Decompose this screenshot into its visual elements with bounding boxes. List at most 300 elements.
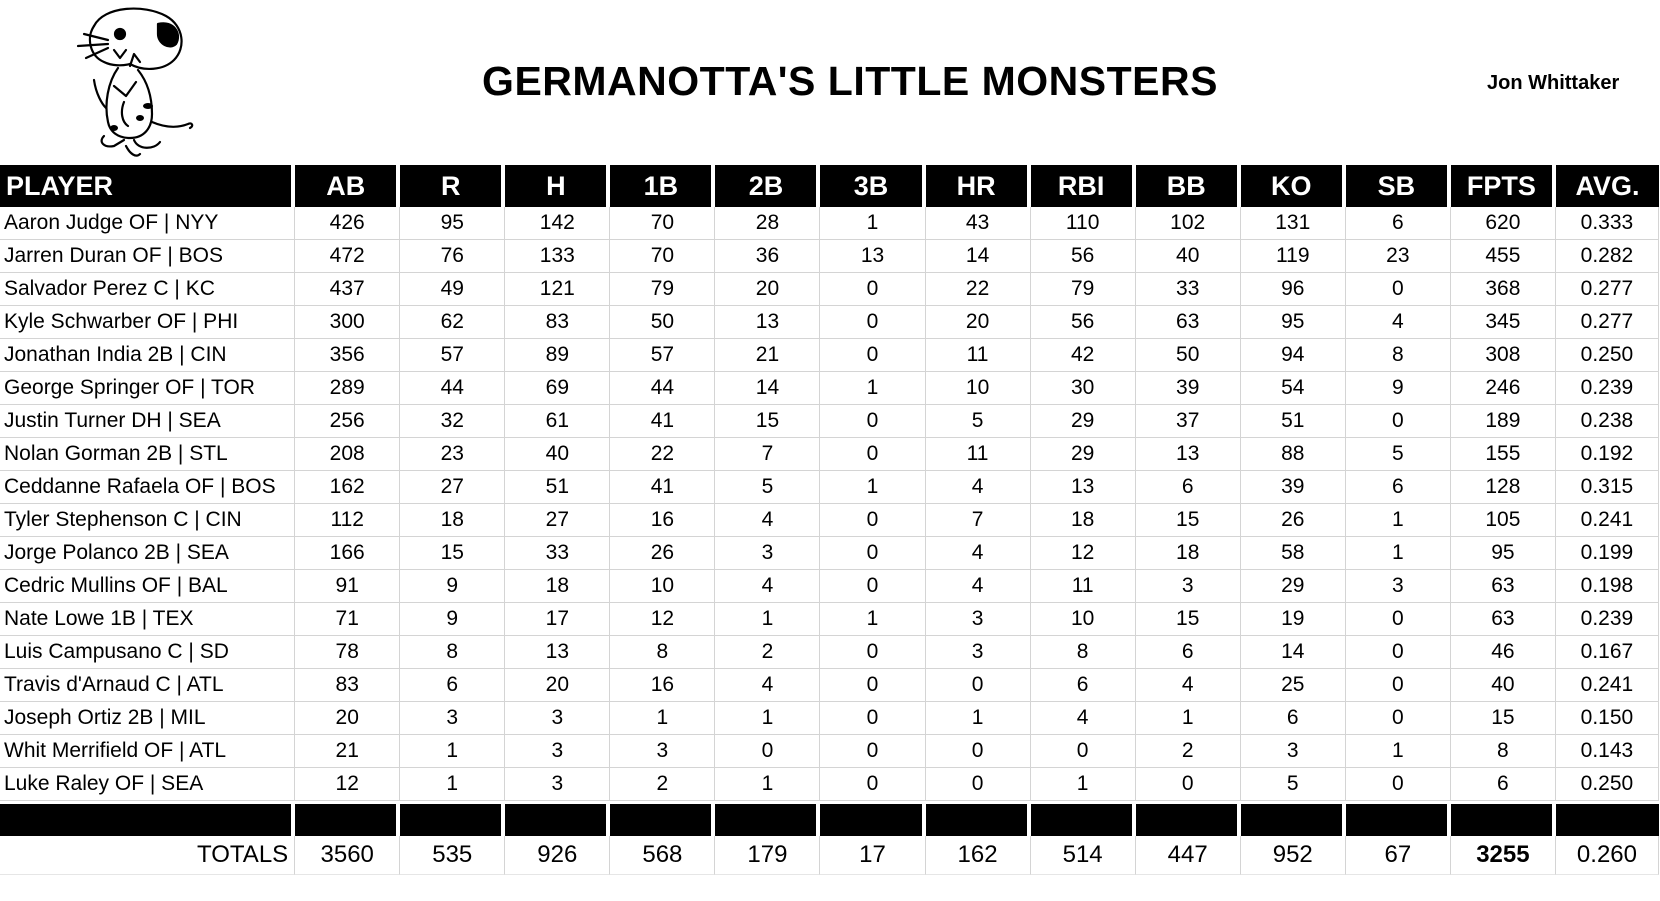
stat-cell: 1 bbox=[400, 768, 505, 801]
stat-cell: 11 bbox=[1031, 570, 1136, 603]
table-row bbox=[0, 636, 1659, 669]
stat-cell: 8 bbox=[400, 636, 505, 669]
stat-cell: 15 bbox=[715, 405, 820, 438]
total-cell: 162 bbox=[926, 836, 1031, 875]
totals-label: TOTALS bbox=[0, 836, 295, 875]
stat-cell: 4 bbox=[926, 570, 1031, 603]
total-cell: 514 bbox=[1031, 836, 1136, 875]
stat-cell: 1 bbox=[400, 735, 505, 768]
stat-cell: 7 bbox=[715, 438, 820, 471]
stat-cell: 6 bbox=[1241, 702, 1346, 735]
column-header: BB bbox=[1136, 165, 1241, 207]
stat-cell: 472 bbox=[295, 240, 400, 273]
stat-cell: 16 bbox=[610, 669, 715, 702]
stat-cell: 8 bbox=[1451, 735, 1556, 768]
separator-bar bbox=[0, 801, 1659, 836]
stat-cell: 50 bbox=[610, 306, 715, 339]
stat-cell: 0.277 bbox=[1556, 273, 1659, 306]
total-cell: 926 bbox=[505, 836, 610, 875]
stat-cell: 4 bbox=[715, 669, 820, 702]
total-cell: 952 bbox=[1241, 836, 1346, 875]
stat-cell: 18 bbox=[1031, 504, 1136, 537]
stat-cell: 27 bbox=[505, 504, 610, 537]
stat-cell: 4 bbox=[1346, 306, 1451, 339]
stat-cell: 29 bbox=[1031, 438, 1136, 471]
stat-cell: 0 bbox=[1346, 273, 1451, 306]
stat-cell: 3 bbox=[926, 603, 1031, 636]
stat-cell: 71 bbox=[295, 603, 400, 636]
stat-cell: 0 bbox=[1346, 405, 1451, 438]
stat-cell: 0 bbox=[926, 768, 1031, 801]
stat-cell: 0 bbox=[820, 339, 925, 372]
stat-cell: 8 bbox=[1031, 636, 1136, 669]
stat-cell: 3 bbox=[1346, 570, 1451, 603]
player-name: Jorge Polanco 2B | SEA bbox=[0, 537, 295, 570]
column-header: RBI bbox=[1031, 165, 1136, 207]
stat-cell: 0.199 bbox=[1556, 537, 1659, 570]
separator-cell bbox=[295, 801, 400, 836]
stat-cell: 44 bbox=[400, 372, 505, 405]
table-row bbox=[0, 438, 1659, 471]
stat-cell: 3 bbox=[505, 702, 610, 735]
stat-cell: 10 bbox=[1031, 603, 1136, 636]
stat-cell: 6 bbox=[1346, 471, 1451, 504]
stat-cell: 1 bbox=[715, 768, 820, 801]
column-header: KO bbox=[1241, 165, 1346, 207]
stat-cell: 26 bbox=[610, 537, 715, 570]
stat-cell: 1 bbox=[1031, 768, 1136, 801]
stat-cell: 40 bbox=[1136, 240, 1241, 273]
column-header: FPTS bbox=[1451, 165, 1556, 207]
table-row bbox=[0, 405, 1659, 438]
total-cell: 447 bbox=[1136, 836, 1241, 875]
stat-cell: 94 bbox=[1241, 339, 1346, 372]
stat-cell: 0.282 bbox=[1556, 240, 1659, 273]
stat-cell: 0.239 bbox=[1556, 603, 1659, 636]
column-header: PLAYER bbox=[0, 165, 295, 207]
stat-cell: 437 bbox=[295, 273, 400, 306]
stat-cell: 4 bbox=[1031, 702, 1136, 735]
stat-cell: 46 bbox=[1451, 636, 1556, 669]
stat-cell: 0 bbox=[820, 306, 925, 339]
stat-cell: 15 bbox=[1136, 603, 1241, 636]
player-name: Justin Turner DH | SEA bbox=[0, 405, 295, 438]
stat-cell: 0 bbox=[820, 636, 925, 669]
stat-cell: 3 bbox=[926, 636, 1031, 669]
column-header: AVG. bbox=[1556, 165, 1659, 207]
stat-cell: 22 bbox=[926, 273, 1031, 306]
stat-cell: 30 bbox=[1031, 372, 1136, 405]
stat-cell: 61 bbox=[505, 405, 610, 438]
stat-cell: 23 bbox=[400, 438, 505, 471]
stat-cell: 6 bbox=[1136, 636, 1241, 669]
stat-cell: 4 bbox=[715, 504, 820, 537]
table-row bbox=[0, 537, 1659, 570]
stat-cell: 0 bbox=[820, 669, 925, 702]
stat-cell: 0 bbox=[1346, 702, 1451, 735]
stat-cell: 78 bbox=[295, 636, 400, 669]
stat-cell: 0.250 bbox=[1556, 768, 1659, 801]
stat-cell: 39 bbox=[1136, 372, 1241, 405]
stat-cell: 3 bbox=[1241, 735, 1346, 768]
total-cell: 67 bbox=[1346, 836, 1451, 875]
stat-cell: 41 bbox=[610, 405, 715, 438]
stat-cell: 14 bbox=[715, 372, 820, 405]
stat-cell: 0.143 bbox=[1556, 735, 1659, 768]
total-cell: 3560 bbox=[295, 836, 400, 875]
stat-cell: 27 bbox=[400, 471, 505, 504]
separator-cell bbox=[1136, 801, 1241, 836]
stat-cell: 166 bbox=[295, 537, 400, 570]
total-cell: 17 bbox=[820, 836, 925, 875]
stat-cell: 70 bbox=[610, 207, 715, 240]
stat-cell: 25 bbox=[1241, 669, 1346, 702]
stat-cell: 0.333 bbox=[1556, 207, 1659, 240]
stat-cell: 0.315 bbox=[1556, 471, 1659, 504]
table-row bbox=[0, 273, 1659, 306]
stat-cell: 23 bbox=[1346, 240, 1451, 273]
table-row bbox=[0, 471, 1659, 504]
stat-cell: 18 bbox=[1136, 537, 1241, 570]
player-name: Luis Campusano C | SD bbox=[0, 636, 295, 669]
stat-cell: 102 bbox=[1136, 207, 1241, 240]
player-name: Whit Merrifield OF | ATL bbox=[0, 735, 295, 768]
stat-cell: 0.277 bbox=[1556, 306, 1659, 339]
stat-cell: 3 bbox=[1136, 570, 1241, 603]
stat-cell: 22 bbox=[610, 438, 715, 471]
separator-cell bbox=[505, 801, 610, 836]
table-row bbox=[0, 372, 1659, 405]
stat-cell: 131 bbox=[1241, 207, 1346, 240]
stat-cell: 6 bbox=[1346, 207, 1451, 240]
player-name: Luke Raley OF | SEA bbox=[0, 768, 295, 801]
stat-cell: 51 bbox=[505, 471, 610, 504]
stat-cell: 620 bbox=[1451, 207, 1556, 240]
stat-cell: 83 bbox=[295, 669, 400, 702]
column-header: SB bbox=[1346, 165, 1451, 207]
stat-cell: 142 bbox=[505, 207, 610, 240]
stat-cell: 89 bbox=[505, 339, 610, 372]
stat-cell: 95 bbox=[1241, 306, 1346, 339]
stat-cell: 41 bbox=[610, 471, 715, 504]
player-name: Ceddanne Rafaela OF | BOS bbox=[0, 471, 295, 504]
stat-cell: 13 bbox=[1031, 471, 1136, 504]
stat-cell: 0 bbox=[1031, 735, 1136, 768]
player-name: Joseph Ortiz 2B | MIL bbox=[0, 702, 295, 735]
stat-cell: 11 bbox=[926, 339, 1031, 372]
player-name: Tyler Stephenson C | CIN bbox=[0, 504, 295, 537]
stat-cell: 33 bbox=[1136, 273, 1241, 306]
table-row bbox=[0, 603, 1659, 636]
stat-cell: 43 bbox=[926, 207, 1031, 240]
stat-cell: 0 bbox=[820, 570, 925, 603]
stat-cell: 16 bbox=[610, 504, 715, 537]
stat-cell: 128 bbox=[1451, 471, 1556, 504]
stat-cell: 0 bbox=[820, 702, 925, 735]
stat-cell: 18 bbox=[505, 570, 610, 603]
stat-cell: 110 bbox=[1031, 207, 1136, 240]
stat-cell: 54 bbox=[1241, 372, 1346, 405]
stat-cell: 0 bbox=[1136, 768, 1241, 801]
stat-cell: 3 bbox=[505, 735, 610, 768]
table-row bbox=[0, 240, 1659, 273]
stat-cell: 155 bbox=[1451, 438, 1556, 471]
table-row bbox=[0, 306, 1659, 339]
stat-cell: 19 bbox=[1241, 603, 1346, 636]
stat-cell: 1 bbox=[1346, 504, 1451, 537]
stat-cell: 49 bbox=[400, 273, 505, 306]
total-cell: 3255 bbox=[1451, 836, 1556, 875]
stat-cell: 95 bbox=[1451, 537, 1556, 570]
stat-cell: 208 bbox=[295, 438, 400, 471]
stat-cell: 3 bbox=[715, 537, 820, 570]
stat-cell: 20 bbox=[715, 273, 820, 306]
column-header: R bbox=[400, 165, 505, 207]
stat-cell: 1 bbox=[1346, 735, 1451, 768]
stat-cell: 40 bbox=[505, 438, 610, 471]
stat-cell: 63 bbox=[1136, 306, 1241, 339]
stat-cell: 1 bbox=[820, 207, 925, 240]
stat-cell: 133 bbox=[505, 240, 610, 273]
stat-cell: 162 bbox=[295, 471, 400, 504]
separator-cell bbox=[926, 801, 1031, 836]
stat-cell: 21 bbox=[295, 735, 400, 768]
stat-cell: 0.150 bbox=[1556, 702, 1659, 735]
stat-cell: 12 bbox=[295, 768, 400, 801]
stat-cell: 368 bbox=[1451, 273, 1556, 306]
table-row bbox=[0, 735, 1659, 768]
stat-cell: 70 bbox=[610, 240, 715, 273]
stat-cell: 10 bbox=[610, 570, 715, 603]
column-header: AB bbox=[295, 165, 400, 207]
stat-cell: 40 bbox=[1451, 669, 1556, 702]
stat-cell: 0 bbox=[715, 735, 820, 768]
column-header: 3B bbox=[820, 165, 925, 207]
stat-cell: 18 bbox=[400, 504, 505, 537]
stat-cell: 17 bbox=[505, 603, 610, 636]
stat-cell: 13 bbox=[505, 636, 610, 669]
separator-cell bbox=[0, 801, 295, 836]
player-name: Nate Lowe 1B | TEX bbox=[0, 603, 295, 636]
stat-cell: 0 bbox=[820, 735, 925, 768]
stat-cell: 4 bbox=[715, 570, 820, 603]
stat-cell: 5 bbox=[926, 405, 1031, 438]
stat-cell: 1 bbox=[715, 702, 820, 735]
stat-cell: 2 bbox=[610, 768, 715, 801]
stat-cell: 11 bbox=[926, 438, 1031, 471]
stat-cell: 0 bbox=[1346, 669, 1451, 702]
total-cell: 179 bbox=[715, 836, 820, 875]
stat-cell: 426 bbox=[295, 207, 400, 240]
stat-cell: 14 bbox=[1241, 636, 1346, 669]
column-header: H bbox=[505, 165, 610, 207]
stat-cell: 9 bbox=[400, 570, 505, 603]
table-row bbox=[0, 207, 1659, 240]
stat-cell: 91 bbox=[295, 570, 400, 603]
stat-cell: 1 bbox=[610, 702, 715, 735]
player-name: Salvador Perez C | KC bbox=[0, 273, 295, 306]
stat-cell: 0.238 bbox=[1556, 405, 1659, 438]
stat-cell: 6 bbox=[400, 669, 505, 702]
stat-cell: 0.167 bbox=[1556, 636, 1659, 669]
stat-cell: 189 bbox=[1451, 405, 1556, 438]
player-name: Travis d'Arnaud C | ATL bbox=[0, 669, 295, 702]
player-name: Jonathan India 2B | CIN bbox=[0, 339, 295, 372]
player-name: Nolan Gorman 2B | STL bbox=[0, 438, 295, 471]
stat-cell: 13 bbox=[820, 240, 925, 273]
stat-cell: 6 bbox=[1136, 471, 1241, 504]
stat-cell: 39 bbox=[1241, 471, 1346, 504]
stat-cell: 2 bbox=[715, 636, 820, 669]
stat-cell: 76 bbox=[400, 240, 505, 273]
stat-cell: 10 bbox=[926, 372, 1031, 405]
separator-cell bbox=[1031, 801, 1136, 836]
stat-cell: 20 bbox=[505, 669, 610, 702]
column-header: 2B bbox=[715, 165, 820, 207]
separator-cell bbox=[1346, 801, 1451, 836]
stat-cell: 3 bbox=[505, 768, 610, 801]
separator-cell bbox=[610, 801, 715, 836]
stats-table bbox=[0, 165, 1659, 875]
stat-cell: 3 bbox=[610, 735, 715, 768]
stat-cell: 5 bbox=[715, 471, 820, 504]
stat-cell: 14 bbox=[926, 240, 1031, 273]
stat-cell: 121 bbox=[505, 273, 610, 306]
stat-cell: 256 bbox=[295, 405, 400, 438]
stat-cell: 8 bbox=[610, 636, 715, 669]
table-row bbox=[0, 702, 1659, 735]
stat-cell: 4 bbox=[926, 471, 1031, 504]
stat-cell: 0 bbox=[1346, 636, 1451, 669]
stat-cell: 15 bbox=[1451, 702, 1556, 735]
stat-cell: 356 bbox=[295, 339, 400, 372]
stat-cell: 28 bbox=[715, 207, 820, 240]
stat-cell: 44 bbox=[610, 372, 715, 405]
stat-cell: 112 bbox=[295, 504, 400, 537]
stat-cell: 69 bbox=[505, 372, 610, 405]
stat-cell: 63 bbox=[1451, 570, 1556, 603]
stat-cell: 1 bbox=[820, 471, 925, 504]
separator-cell bbox=[820, 801, 925, 836]
stat-cell: 345 bbox=[1451, 306, 1556, 339]
stat-cell: 4 bbox=[926, 537, 1031, 570]
totals-row bbox=[0, 836, 1659, 875]
stat-cell: 1 bbox=[926, 702, 1031, 735]
table-header bbox=[0, 165, 1659, 207]
stat-cell: 7 bbox=[926, 504, 1031, 537]
stat-cell: 105 bbox=[1451, 504, 1556, 537]
stat-cell: 83 bbox=[505, 306, 610, 339]
stat-cell: 1 bbox=[820, 603, 925, 636]
stat-cell: 29 bbox=[1031, 405, 1136, 438]
stat-cell: 0 bbox=[1346, 603, 1451, 636]
player-name: George Springer OF | TOR bbox=[0, 372, 295, 405]
column-header: HR bbox=[926, 165, 1031, 207]
stat-cell: 5 bbox=[1346, 438, 1451, 471]
stat-cell: 5 bbox=[1241, 768, 1346, 801]
stat-cell: 36 bbox=[715, 240, 820, 273]
stat-cell: 0 bbox=[820, 405, 925, 438]
stat-cell: 2 bbox=[1136, 735, 1241, 768]
stat-cell: 6 bbox=[1031, 669, 1136, 702]
stat-cell: 79 bbox=[610, 273, 715, 306]
stat-cell: 0.250 bbox=[1556, 339, 1659, 372]
stat-cell: 96 bbox=[1241, 273, 1346, 306]
stat-cell: 21 bbox=[715, 339, 820, 372]
stat-cell: 51 bbox=[1241, 405, 1346, 438]
stat-cell: 0 bbox=[820, 504, 925, 537]
stat-cell: 1 bbox=[820, 372, 925, 405]
stat-cell: 63 bbox=[1451, 603, 1556, 636]
stat-cell: 95 bbox=[400, 207, 505, 240]
stat-cell: 20 bbox=[926, 306, 1031, 339]
stat-cell: 15 bbox=[400, 537, 505, 570]
separator-cell bbox=[1241, 801, 1346, 836]
stat-cell: 79 bbox=[1031, 273, 1136, 306]
stat-cell: 57 bbox=[400, 339, 505, 372]
table-row bbox=[0, 669, 1659, 702]
stat-cell: 8 bbox=[1346, 339, 1451, 372]
total-cell: 568 bbox=[610, 836, 715, 875]
stat-cell: 9 bbox=[400, 603, 505, 636]
stat-cell: 0.239 bbox=[1556, 372, 1659, 405]
stat-cell: 12 bbox=[1031, 537, 1136, 570]
stat-cell: 4 bbox=[1136, 669, 1241, 702]
stat-cell: 0.241 bbox=[1556, 504, 1659, 537]
player-name: Jarren Duran OF | BOS bbox=[0, 240, 295, 273]
stat-cell: 0 bbox=[926, 669, 1031, 702]
stat-cell: 29 bbox=[1241, 570, 1346, 603]
total-cell: 0.260 bbox=[1556, 836, 1659, 875]
stat-cell: 37 bbox=[1136, 405, 1241, 438]
stat-cell: 0.198 bbox=[1556, 570, 1659, 603]
stat-cell: 42 bbox=[1031, 339, 1136, 372]
stat-cell: 6 bbox=[1451, 768, 1556, 801]
stat-cell: 32 bbox=[400, 405, 505, 438]
owner-name: Jon Whittaker bbox=[1487, 72, 1620, 94]
total-cell: 535 bbox=[400, 836, 505, 875]
team-title: GERMANOTTA'S LITTLE MONSTERS bbox=[482, 58, 1218, 104]
stat-cell: 119 bbox=[1241, 240, 1346, 273]
separator-cell bbox=[400, 801, 505, 836]
column-header: 1B bbox=[610, 165, 715, 207]
stat-cell: 13 bbox=[715, 306, 820, 339]
stat-cell: 26 bbox=[1241, 504, 1346, 537]
player-name: Aaron Judge OF | NYY bbox=[0, 207, 295, 240]
stat-cell: 0.241 bbox=[1556, 669, 1659, 702]
table-row bbox=[0, 768, 1659, 801]
stat-cell: 289 bbox=[295, 372, 400, 405]
stat-cell: 0 bbox=[820, 537, 925, 570]
player-name: Cedric Mullins OF | BAL bbox=[0, 570, 295, 603]
stat-cell: 0 bbox=[926, 735, 1031, 768]
stat-cell: 0 bbox=[820, 273, 925, 306]
stat-cell: 13 bbox=[1136, 438, 1241, 471]
stat-cell: 56 bbox=[1031, 306, 1136, 339]
table-row bbox=[0, 504, 1659, 537]
stat-cell: 455 bbox=[1451, 240, 1556, 273]
stat-cell: 246 bbox=[1451, 372, 1556, 405]
stat-cell: 1 bbox=[1136, 702, 1241, 735]
stat-cell: 1 bbox=[715, 603, 820, 636]
separator-cell bbox=[715, 801, 820, 836]
stat-cell: 1 bbox=[1346, 537, 1451, 570]
stat-cell: 300 bbox=[295, 306, 400, 339]
stat-cell: 12 bbox=[610, 603, 715, 636]
player-name: Kyle Schwarber OF | PHI bbox=[0, 306, 295, 339]
stat-cell: 57 bbox=[610, 339, 715, 372]
stat-cell: 33 bbox=[505, 537, 610, 570]
